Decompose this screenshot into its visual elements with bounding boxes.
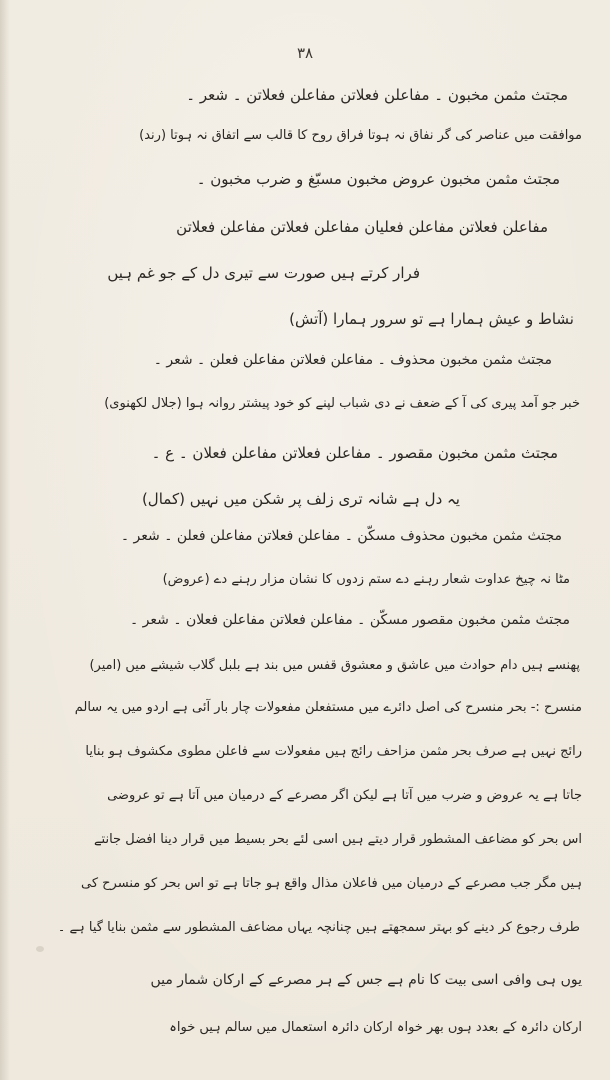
paragraph-line-1: منسرح :- بحر منسرح کی اصل دائرے میں مستفعلن مفعولات چار بار آئی ہے اردو میں یہ سالم: [74, 700, 582, 715]
verse-3: خبر جو آمد پیری کی آ کے ضعف نے دی شباب لپنے کو خود پیشتر روانہ ہوا (جلال لکھنوی): [104, 396, 580, 411]
meter-heading-3: مجتث مثمن مخبون محذوف ۔ مفاعلن فعلاتن مفاعلن فعلن ۔ شعر ۔: [153, 352, 552, 368]
meter-heading-5: مجتث مثمن مخبون محذوف مسکّن ۔ مفاعلن فعلاتن مفاعلن فعلن ۔ شعر ۔: [120, 528, 562, 544]
paragraph-line-3: جاتا ہے یہ عروض و ضرب میں آتا ہے لیکن اگر مصرعے کے درمیان میں آتا ہے تو عروضی: [107, 788, 582, 803]
meter-heading-4: مجتث مثمن مخبون مقصور ۔ مفاعلن فعلاتن مفاعلن فعلان ۔ ع ۔: [151, 444, 558, 462]
meter-heading-1: مجتث مثمن مخبون ۔ مفاعلن فعلاتن مفاعلن فعلاتن ۔ شعر ۔: [186, 86, 568, 104]
paragraph-line-5: ہیں مگر جب مصرعے کے درمیان میں فاعلان مذال واقع ہو جاتا ہے تو اس بحر کو منسرح کی: [81, 876, 582, 891]
ink-smudge: [36, 946, 44, 952]
paragraph-line-6: طرف رجوع کر دینے کو بہتر سمجھتے ہیں چنانچہ یہاں مضاعف المشطور سے مثمن بنایا گیا ہے ۔: [57, 920, 580, 935]
meter-heading-2: مجتث مثمن مخبون عروض مخبون مسبّغ و ضرب مخبون ۔: [196, 170, 560, 188]
verse-6: پھنسے ہیں دام حوادث میں عاشق و معشوق قفس میں بند ہے بلبل گلاب شیشے میں (امیر): [89, 658, 580, 673]
paragraph-line-7: یوں ہی وافی اسی بیت کا نام ہے جس کے ہر مصرعے کے ارکان شمار میں: [150, 972, 582, 988]
verse-4: یہ دل ہے شانہ تری زلف پر شکن میں نہیں (کمال): [141, 490, 460, 508]
verse-5: مٹا نہ چیخ عداوت شعار رہنے دے ستم زدوں کا نشان مزار رہنے دے (عروض): [162, 572, 570, 587]
verse-2b: نشاط و عیش ہمارا ہے تو سرور ہمارا (آتش): [289, 310, 574, 328]
verse-1: موافقت میں عناصر کی گر نفاق نہ ہوتا فراق روح کا قالب سے اتفاق نہ ہوتا (رند): [139, 128, 582, 143]
page-number: ۳۸: [296, 44, 314, 62]
paragraph-line-4: اس بحر کو مضاعف المشطور قرار دیتے ہیں اسی لئے بحر بسیط میں قرار دینا افضل جانتے: [93, 832, 582, 847]
page-edge-shadow: [0, 0, 10, 1080]
paragraph-line-2: رائج نہیں ہے صرف بحر مثمن مزاحف رائج ہیں مفعولات سے فاعلن مطوی مکشوف ہو بنایا: [85, 744, 582, 759]
meter-pattern: مفاعلن فعلاتن مفاعلن فعلیان مفاعلن فعلاتن مفاعلن فعلاتن: [176, 218, 548, 236]
meter-heading-6: مجتث مثمن مخبون مقصور مسکّن ۔ مفاعلن فعلاتن مفاعلن فعلان ۔ شعر ۔: [130, 612, 570, 628]
paragraph-line-8: ارکان دائرہ کے بعدد ہوں بھر خواہ ارکان دائرہ استعمال میں سالم ہیں خواہ: [169, 1020, 582, 1035]
verse-2a: فرار کرتے ہیں صورت سے تیری دل کے جو غم ہیں: [107, 264, 420, 282]
